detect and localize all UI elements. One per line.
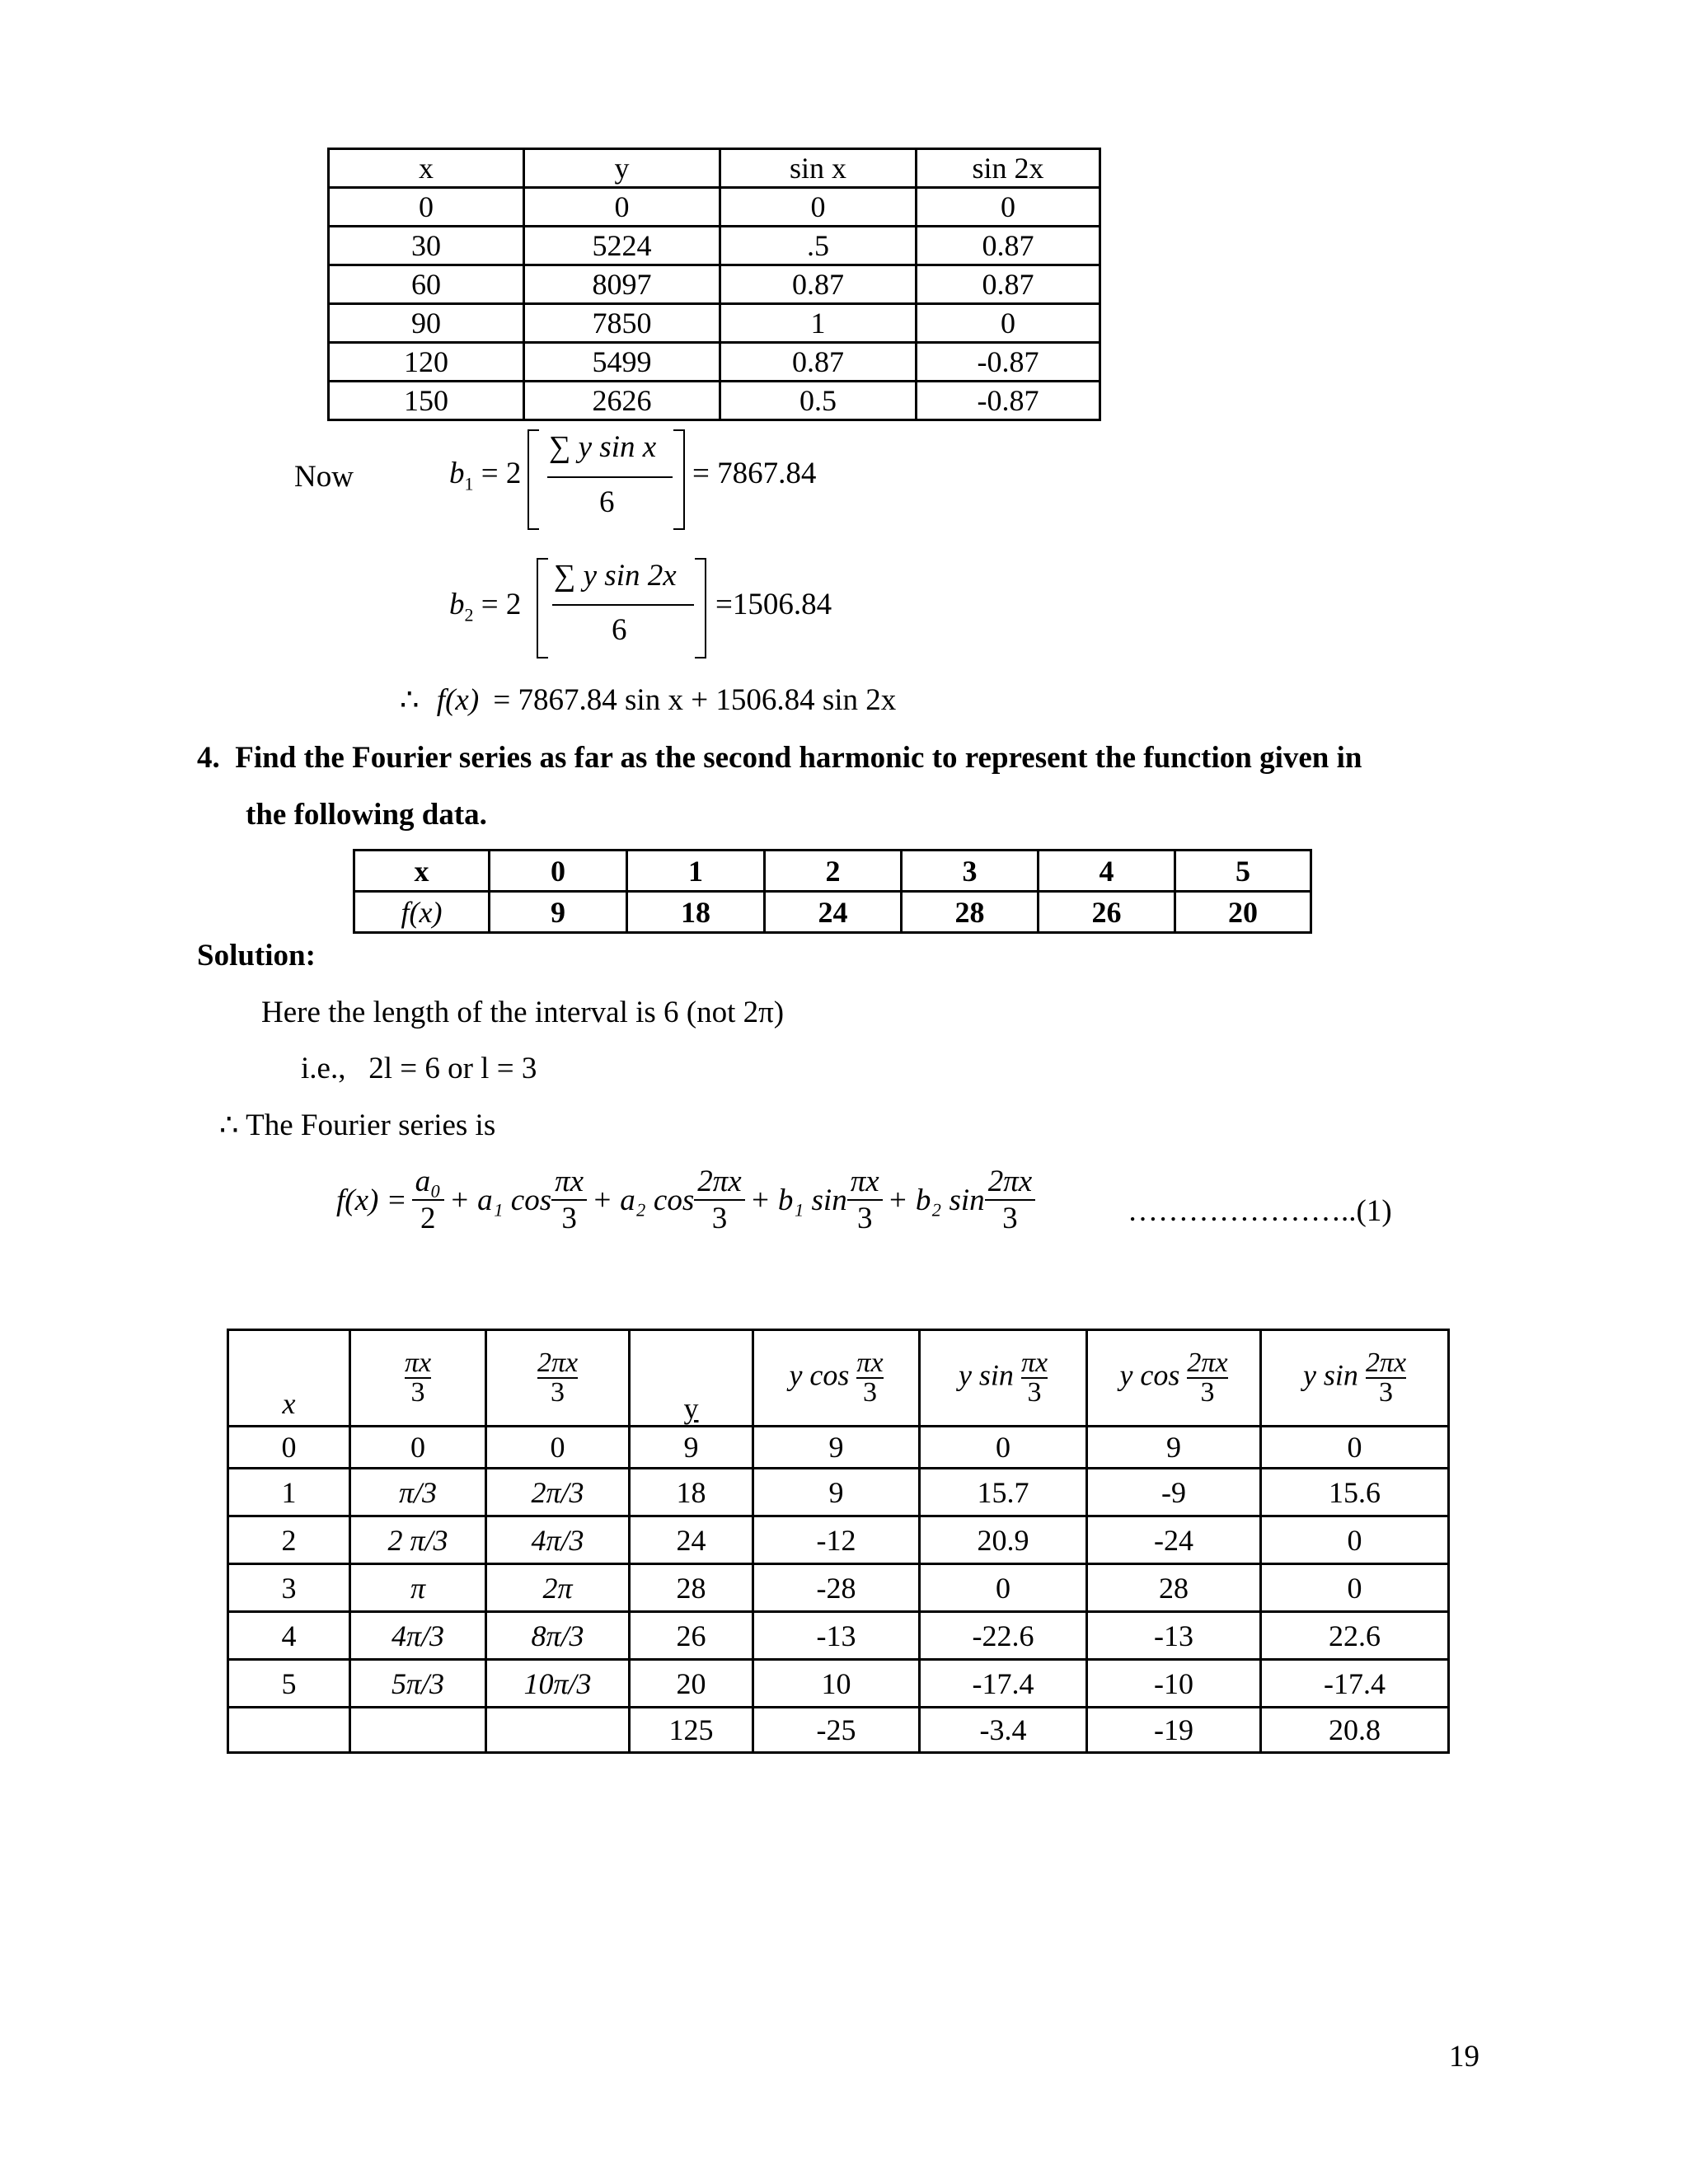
table-cell: 9 [490,892,627,933]
table-cell: -17.4 [920,1660,1087,1708]
fraction-num: 2πx [987,1165,1033,1198]
fraction-num: 2πx [1365,1347,1407,1378]
table-cell: 15.7 [920,1469,1087,1516]
table-row [354,892,1311,933]
header-prefix: y sin [1302,1358,1358,1392]
fraction-num: 2πx [537,1347,579,1378]
table-cell: 24 [630,1516,753,1564]
b1-lhs [449,456,521,494]
table-header [1261,1330,1449,1427]
table-cell [350,1708,486,1753]
table-cell: 125 [630,1708,753,1753]
table-row [329,343,1100,382]
table-cell: 0 [917,304,1100,343]
table-cell: 0 [1261,1427,1449,1469]
fx-rhs: = 7867.84 sin x + 1506.84 sin 2x [493,683,897,717]
fraction-num: πx [555,1165,584,1198]
header-fraction [856,1349,883,1407]
header-fraction [1187,1349,1227,1407]
fourier-series-equation [336,1164,1035,1236]
table-cell: 0 [524,188,720,227]
table-cell: 5 [228,1660,350,1708]
table-cell: -22.6 [920,1612,1087,1660]
table-cell: 10 [753,1660,920,1708]
table-row [329,304,1100,343]
fraction-den: 3 [694,1199,744,1236]
table-cell: 4π/3 [350,1612,486,1660]
equation-reference: …………………..(1) [1128,1194,1392,1228]
table-cell: 26 [630,1612,753,1660]
table-cell: 5 [1175,851,1311,892]
table-cell: 4 [1039,851,1175,892]
b2-denominator: 6 [612,613,627,647]
solution-label: Solution: [197,939,316,972]
table-row [329,265,1100,304]
table-cell: 5224 [524,227,720,265]
fraction-bar [547,476,673,478]
table-cell: 9 [630,1427,753,1469]
header-fraction [537,1349,578,1407]
table-cell: -12 [753,1516,920,1564]
table-row [228,1516,1449,1564]
table-cell [486,1708,630,1753]
table-cell: -13 [753,1612,920,1660]
header-fraction [405,1349,431,1407]
therefore-symbol: ∴ [400,683,420,717]
table-header: x [354,851,490,892]
table-header [350,1330,486,1427]
table-cell: 60 [329,265,524,304]
fraction-num: πx [850,1165,879,1198]
table-cell: -19 [1087,1708,1261,1753]
table-row [329,188,1100,227]
left-bracket [537,558,548,658]
table-cell: 4 [228,1612,350,1660]
table-row [228,1564,1449,1612]
table-cell: 22.6 [1261,1612,1449,1660]
table-totals-row [228,1708,1449,1753]
table-cell: 120 [329,343,524,382]
table-cell: 0 [917,188,1100,227]
term-b1: + b₁ sin [749,1183,847,1217]
table-cell [228,1708,350,1753]
pix3-fraction [551,1164,587,1236]
table-header [753,1330,920,1427]
table-fourier-coefficients [227,1329,1450,1754]
fraction-den: 3 [1021,1377,1048,1407]
fraction-den: 3 [856,1377,883,1407]
table-cell: 28 [902,892,1039,933]
table-cell: -24 [1087,1516,1261,1564]
fraction-num: 2πx [1187,1347,1228,1378]
table-cell: 8π/3 [486,1612,630,1660]
term-a1: + a₁ cos [448,1183,552,1217]
table-cell: 0.87 [720,343,917,382]
table-cell: 2π/3 [486,1469,630,1516]
table-cell: -28 [753,1564,920,1612]
table-header: y [630,1330,753,1427]
b2-eq2: = 2 [481,588,522,621]
table-cell: 0 [1261,1564,1449,1612]
b1-sub: 1 [464,473,474,494]
fx-label: f(x) [436,683,480,717]
table-cell: π [350,1564,486,1612]
table-cell: -0.87 [917,343,1100,382]
fraction-num: a₀ [415,1165,441,1198]
table-row [228,1427,1449,1469]
table-cell: 1 [228,1469,350,1516]
now-label: Now [294,460,354,494]
table-cell: 2 [228,1516,350,1564]
fraction-den: 2 [412,1199,444,1236]
fraction-den: 3 [1366,1377,1406,1407]
b1-eq2: = 2 [481,457,522,490]
table-cell: 0.5 [720,382,917,420]
fraction-bar [552,604,694,606]
table-cell: 8097 [524,265,720,304]
table-cell: 4π/3 [486,1516,630,1564]
table-cell: 24 [765,892,902,933]
table-cell: 1 [627,851,765,892]
table-cell: -9 [1087,1469,1261,1516]
table-row [228,1660,1449,1708]
table-header: f(x) [354,892,490,933]
term-a2: + a₂ cos [592,1183,695,1217]
header-fraction [1366,1349,1406,1407]
fraction-num: πx [404,1347,432,1378]
table-header [1087,1330,1261,1427]
b2-var: b [449,588,465,621]
table-cell: 0 [329,188,524,227]
table-cell: -17.4 [1261,1660,1449,1708]
table-cell: 3 [228,1564,350,1612]
table-cell: 28 [630,1564,753,1612]
b1-result: = 7867.84 [692,457,817,490]
table-cell: 0 [720,188,917,227]
table-cell: 7850 [524,304,720,343]
header-fraction [1021,1349,1048,1407]
fraction-den: 3 [985,1199,1035,1236]
table-cell: 9 [753,1469,920,1516]
header-prefix: y sin [958,1358,1014,1392]
table-cell: 2 π/3 [350,1516,486,1564]
table-cell: 90 [329,304,524,343]
right-bracket [695,558,706,658]
table-row [354,851,1311,892]
table-cell: 5π/3 [350,1660,486,1708]
b2-result: =1506.84 [715,588,832,621]
table-cell: 150 [329,382,524,420]
table-cell: 15.6 [1261,1469,1449,1516]
table-cell: 0 [486,1427,630,1469]
a0-fraction [412,1164,444,1236]
table-cell: -0.87 [917,382,1100,420]
table-cell: 0 [228,1427,350,1469]
table-cell: 20.9 [920,1516,1087,1564]
b1-numerator: ∑ y sin x [549,430,657,464]
table-header [486,1330,630,1427]
table-cell: 2 [765,851,902,892]
fraction-den: 3 [537,1377,578,1407]
page-number: 19 [1449,2040,1479,2074]
table-header: sin x [720,149,917,188]
series-lhs: f(x) = [336,1183,407,1217]
table-header: sin 2x [917,149,1100,188]
fraction-den: 3 [551,1199,587,1236]
table-row [228,1469,1449,1516]
table-x-y-sin [327,148,1101,421]
table-cell: 18 [627,892,765,933]
term-b2: + b₂ sin [887,1183,985,1217]
table-cell: 18 [630,1469,753,1516]
table-cell: 0.87 [917,227,1100,265]
table-cell: 30 [329,227,524,265]
table-header: x [329,149,524,188]
table-header [920,1330,1087,1427]
left-bracket [528,429,539,530]
table-header: y [524,149,720,188]
header-prefix: y cos [789,1358,850,1392]
table-cell: -3.4 [920,1708,1087,1753]
table-cell: 0 [1261,1516,1449,1564]
fraction-num: πx [856,1347,884,1378]
table-x-fx [353,849,1312,934]
table-cell: 28 [1087,1564,1261,1612]
b1-var: b [449,457,465,490]
fraction-den: 3 [405,1377,431,1407]
table-cell: 20 [630,1660,753,1708]
fraction-den: 3 [847,1199,883,1236]
table-cell: π/3 [350,1469,486,1516]
table-cell: 9 [1087,1427,1261,1469]
pix3-fraction [847,1164,883,1236]
b2-numerator: ∑ y sin 2x [554,559,677,593]
table-row [228,1612,1449,1660]
table-cell: -10 [1087,1660,1261,1708]
table-cell: 0 [350,1427,486,1469]
table-cell: -13 [1087,1612,1261,1660]
solution-line3: ∴ The Fourier series is [219,1108,496,1142]
twopix3-fraction [694,1164,744,1236]
table-header: x [228,1330,350,1427]
table-row [329,382,1100,420]
table-header-row [228,1330,1449,1427]
table-cell: 0 [490,851,627,892]
solution-line2: i.e., 2l = 6 or l = 3 [301,1052,537,1085]
header-prefix: y cos [1119,1358,1180,1392]
table-cell: 10π/3 [486,1660,630,1708]
table-cell: 3 [902,851,1039,892]
table-cell: 20.8 [1261,1708,1449,1753]
table-cell: 0 [920,1427,1087,1469]
problem-4-line1: 4. Find the Fourier series as far as the second harmonic to represent the function given in [197,741,1362,775]
b1-denominator: 6 [599,485,615,519]
table-cell: -25 [753,1708,920,1753]
table-cell: 0 [920,1564,1087,1612]
b2-sub: 2 [464,604,474,626]
table-cell: 20 [1175,892,1311,933]
table-cell: 2π [486,1564,630,1612]
right-bracket [673,429,685,530]
b2-lhs [449,587,521,626]
fraction-den: 3 [1187,1377,1227,1407]
table-cell: 0.87 [917,265,1100,304]
fx-conclusion [400,682,896,718]
table-row [329,227,1100,265]
table-cell: 0.87 [720,265,917,304]
table-cell: 26 [1039,892,1175,933]
twopix3-fraction [985,1164,1035,1236]
fraction-num: πx [1020,1347,1048,1378]
solution-line1: Here the length of the interval is 6 (not 2π) [261,996,785,1029]
fraction-num: 2πx [697,1165,742,1198]
table-cell: .5 [720,227,917,265]
table-cell: 5499 [524,343,720,382]
problem-4-line2: the following data. [246,798,487,832]
table-cell: 1 [720,304,917,343]
table-cell: 2626 [524,382,720,420]
table-cell: 9 [753,1427,920,1469]
